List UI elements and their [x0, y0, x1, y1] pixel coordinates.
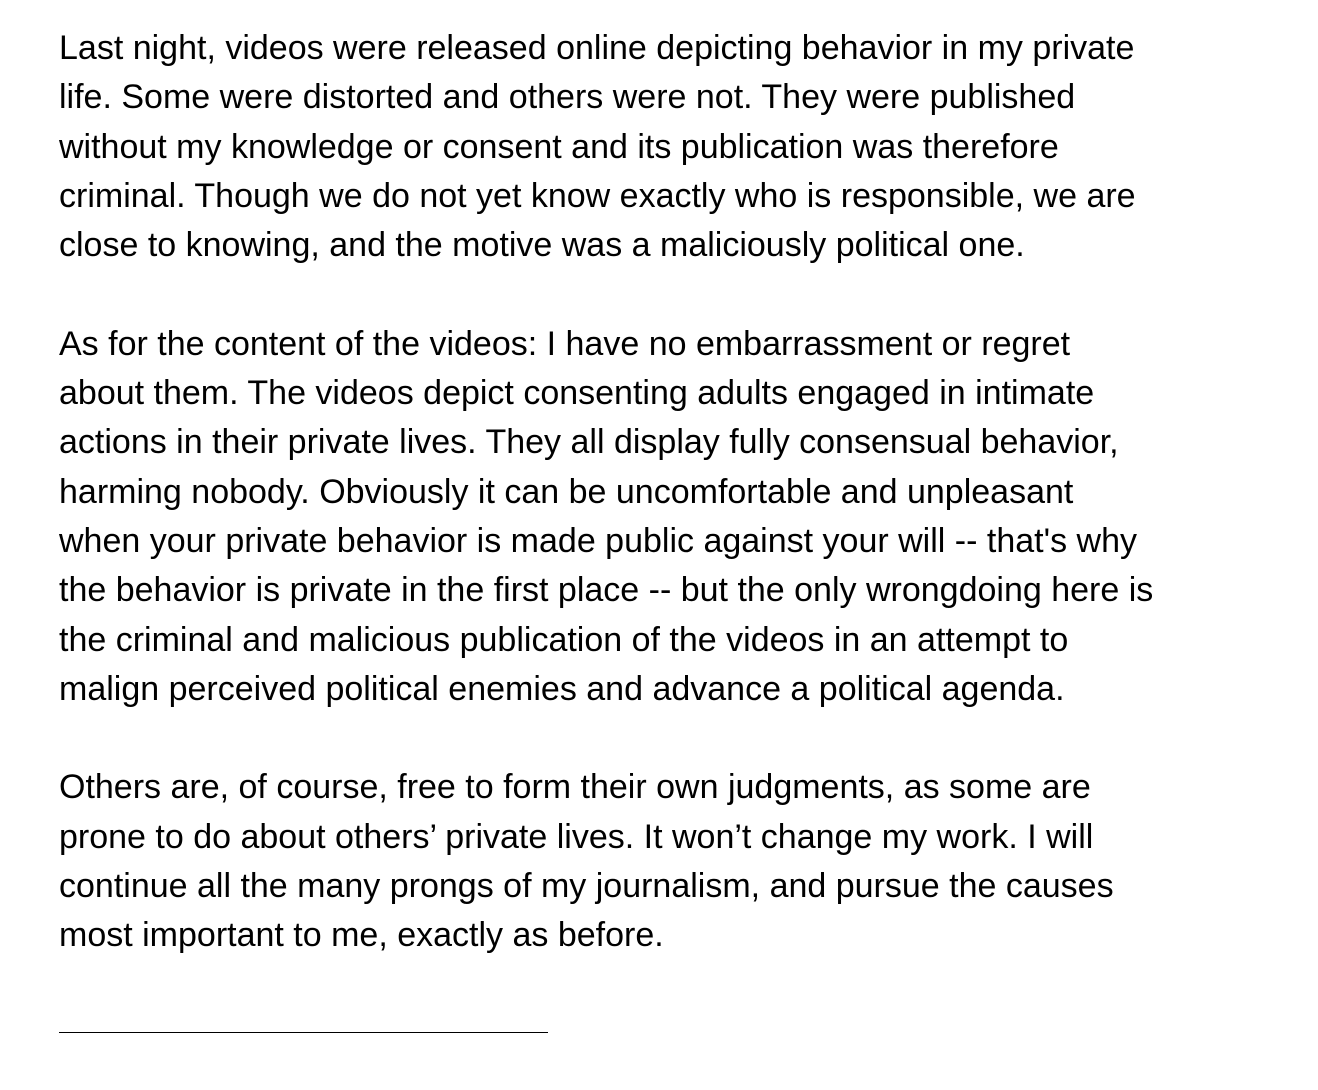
paragraph-line: without my knowledge or consent and its publication was therefore — [59, 127, 1059, 166]
paragraph-line: when your private behavior is made public against your will -- that's why — [59, 521, 1137, 560]
paragraph-line: about them. The videos depict consenting adults engaged in intimate — [59, 374, 1095, 413]
signature-rule — [59, 1032, 548, 1033]
paragraph-line: Last night, videos were released online depicting behavior in my private — [59, 29, 1135, 67]
paragraph-line: criminal. Though we do not yet know exactly who is responsible, we are — [59, 176, 1136, 215]
paragraph-line: Others are, of course, free to form their own judgments, as some are — [59, 768, 1091, 807]
paragraph-line: most important to me, exactly as before. — [59, 916, 664, 955]
paragraph-2 — [59, 320, 1299, 714]
paragraph-line: As for the content of the videos: I have no embarrassment or regret — [59, 324, 1071, 363]
paragraph-line: prone to do about others’ private lives. It won’t change my work. I will — [59, 817, 1094, 856]
paragraph-line: continue all the many prongs of my journalism, and pursue the causes — [59, 867, 1114, 906]
paragraph-line: close to knowing, and the motive was a maliciously political one. — [59, 226, 1025, 265]
paragraph-line: actions in their private lives. They all display fully consensual behavior, — [59, 423, 1119, 462]
paragraph-line: the criminal and malicious publication of the videos in an attempt to — [59, 620, 1069, 659]
document-body — [59, 24, 1299, 1010]
paragraph-3 — [59, 763, 1299, 960]
paragraph-line: the behavior is private in the first place -- but the only wrongdoing here is — [59, 571, 1154, 610]
paragraph-line: life. Some were distorted and others were not. They were published — [59, 78, 1076, 117]
paragraph-1 — [59, 24, 1299, 270]
paragraph-line: malign perceived political enemies and advance a political agenda. — [59, 669, 1065, 708]
paragraph-line: harming nobody. Obviously it can be uncomfortable and unpleasant — [59, 472, 1074, 511]
